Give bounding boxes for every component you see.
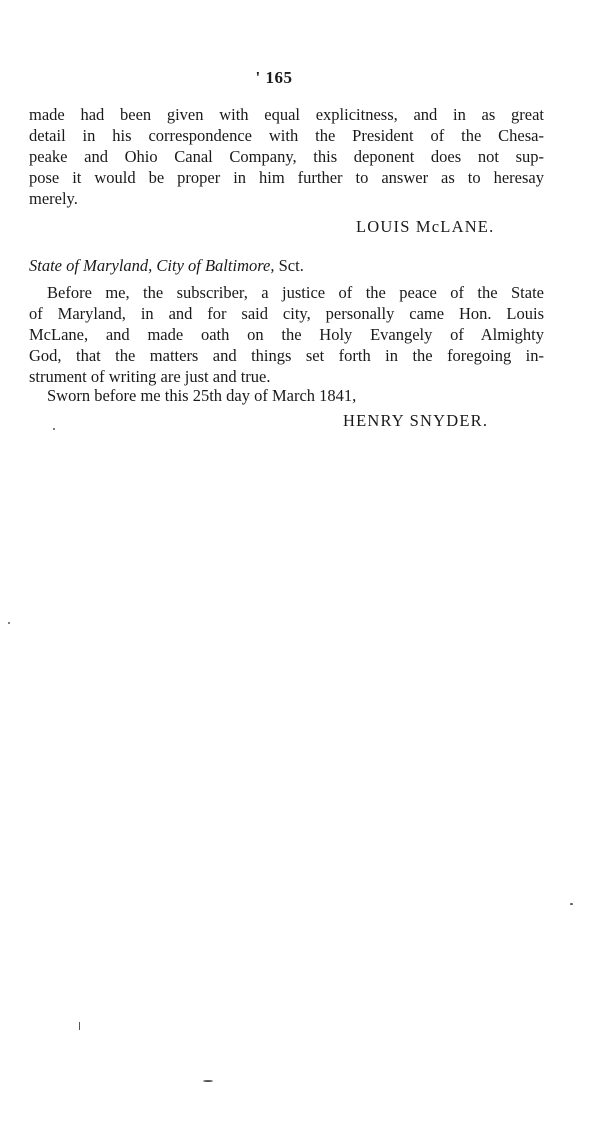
text-line: pose it would be proper in him further to answer as to heresay <box>29 168 544 187</box>
affidavit-paragraph <box>29 282 544 387</box>
text-line: detail in his correspondence with the President of the Chesa- <box>29 126 544 145</box>
text-line: Before me, the subscriber, a justice of the peace of the State <box>47 283 544 302</box>
text-line: of Maryland, in and for said city, personally came Hon. Louis <box>29 304 544 323</box>
text-line: strument of writing are just and true. <box>29 367 271 386</box>
affidavit-heading <box>29 256 304 276</box>
paper-speck <box>79 1022 80 1030</box>
paper-speck <box>8 622 10 624</box>
text-line: peake and Ohio Canal Company, this deponent does not sup- <box>29 147 544 166</box>
text-line: God, that the matters and things set forth in the foregoing in- <box>29 346 544 365</box>
text-line: McLane, and made oath on the Holy Evangely of Almighty <box>29 325 544 344</box>
signature-henry-snyder: HENRY SNYDER. <box>343 411 489 430</box>
affidavit-heading-place: State of Maryland, City of Baltimore, <box>29 256 275 275</box>
paper-speck <box>570 903 573 905</box>
signature-louis-mclane: LOUIS McLANE. <box>356 217 495 236</box>
text-line: merely. <box>29 189 78 208</box>
sworn-statement: Sworn before me this 25th day of March 1841, <box>47 386 357 405</box>
text-line: made had been given with equal explicitness, and in as great <box>29 105 544 124</box>
affidavit-heading-suffix: Sct. <box>274 256 304 275</box>
paper-speck <box>53 428 55 430</box>
deposition-paragraph <box>29 104 544 209</box>
paper-speck <box>203 1080 213 1082</box>
page-number: ' 165 <box>255 68 293 87</box>
